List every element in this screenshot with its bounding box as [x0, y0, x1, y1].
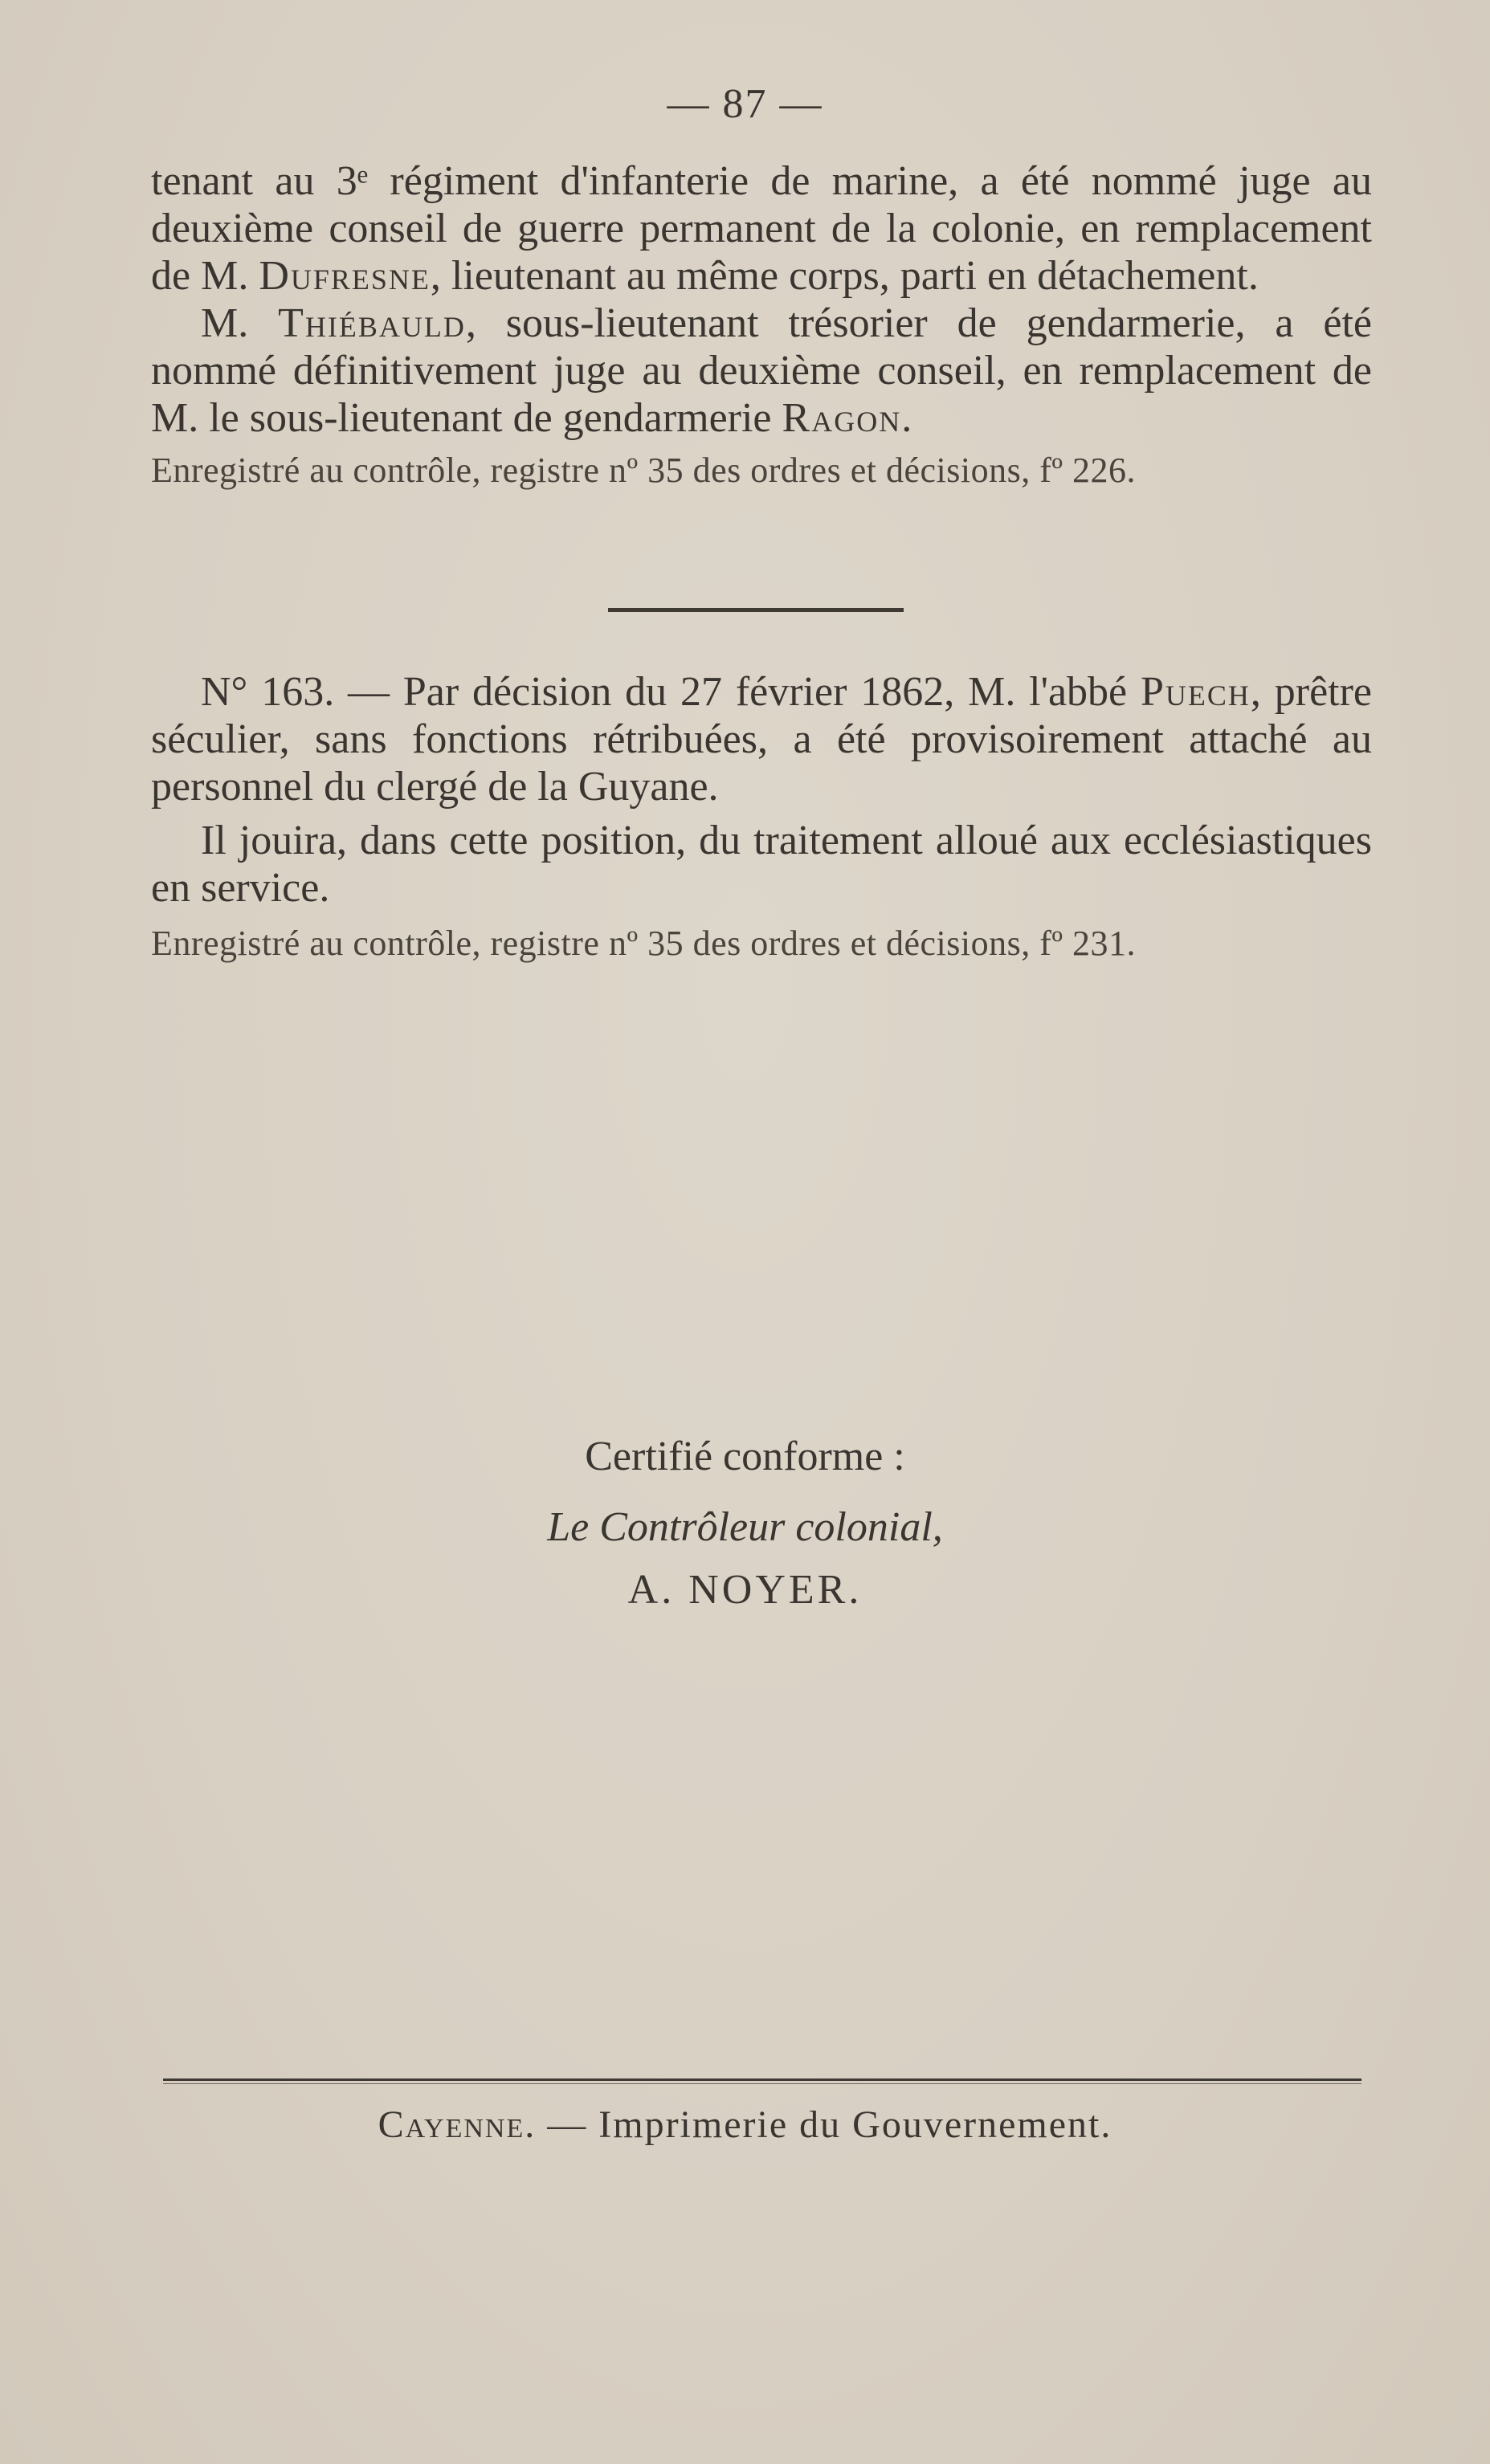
person-name: Dufresne	[259, 253, 431, 299]
paragraph-text: , prêtre séculier, sans fonctions rétribuées, a été provisoirement attaché au personnel du clergé de la Guyane.	[151, 669, 1372, 810]
person-name: Ragon	[782, 395, 902, 441]
registry-note: Enregistré au contrôle, registre nº 35 des ordres et décisions, fº 231.	[151, 924, 1136, 963]
paragraph	[151, 668, 1372, 810]
paragraph	[151, 300, 1372, 442]
footer-rule-thin	[163, 2083, 1361, 2084]
person-name: Puech	[1140, 669, 1251, 715]
paragraph-text: tenant au 3ᵉ régiment d'infanterie de marine, a été nommé juge au deuxième conseil de guerre permanent de la colonie, en remplacement de M.	[151, 158, 1372, 299]
section-divider	[608, 608, 904, 612]
paragraph-text: .	[901, 395, 912, 441]
paragraph-text: , lieutenant au même corps, parti en détachement.	[430, 253, 1259, 299]
signatory-name: A. NOYER.	[627, 1567, 863, 1613]
paragraph-text: , sous-lieutenant trésorier de gendarmerie, a été nommé définitivement juge au deuxième conseil, en remplacement de M. le sous-lieutenant de gendarmerie	[151, 300, 1372, 441]
paragraph-text: M.	[201, 300, 279, 346]
signatory-role: Le Contrôleur colonial,	[547, 1504, 943, 1550]
person-name: Thiébauld	[278, 300, 466, 346]
paragraph	[151, 157, 1372, 300]
imprint-text: . — Imprimerie du Gouvernement.	[525, 2103, 1112, 2146]
footer-rule	[163, 2078, 1361, 2081]
registry-note: Enregistré au contrôle, registre nº 35 des ordres et décisions, fº 226.	[151, 451, 1136, 490]
printer-imprint	[0, 2103, 1490, 2147]
imprint-city: Cayenne	[378, 2103, 525, 2146]
paragraph-text: N° 163. — Par décision du 27 février 1862, M. l'abbé	[201, 669, 1141, 715]
section-appointments	[151, 157, 1372, 492]
page-number: — 87 —	[667, 81, 823, 127]
paragraph: Il jouira, dans cette position, du traitement alloué aux ecclésiastiques en service.	[151, 818, 1372, 911]
certification-title: Certifié conforme :	[585, 1434, 905, 1479]
section-decision-163	[151, 668, 1372, 965]
